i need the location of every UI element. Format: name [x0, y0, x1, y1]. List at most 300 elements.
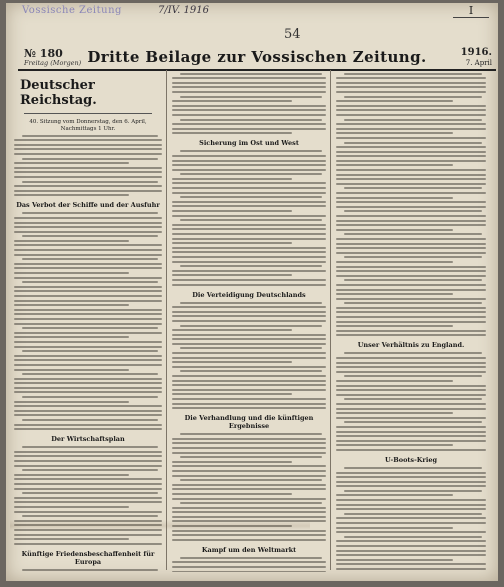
text-line — [14, 332, 162, 334]
text-line — [14, 451, 162, 453]
text-line — [172, 192, 326, 194]
edition-label: Freitag (Morgen) — [24, 59, 82, 67]
body-text — [14, 569, 162, 572]
text-line — [172, 228, 326, 230]
text-line — [172, 320, 326, 322]
text-line — [14, 222, 162, 224]
text-line — [172, 128, 326, 130]
text-line — [172, 100, 292, 102]
text-line — [14, 185, 162, 187]
text-line — [172, 187, 326, 189]
text-line — [14, 194, 129, 196]
text-line — [336, 499, 486, 501]
text-line — [172, 361, 292, 363]
text-line — [14, 217, 162, 219]
text-line — [172, 311, 326, 313]
text-line — [14, 506, 129, 508]
text-line — [172, 155, 326, 157]
text-line — [180, 557, 322, 559]
text-line — [22, 419, 158, 421]
text-line — [14, 254, 162, 256]
page-title: Dritte Beilage zur Vossischen Zeitung. — [87, 48, 427, 66]
text-line — [172, 279, 326, 281]
text-line — [336, 146, 486, 148]
text-line — [336, 201, 486, 203]
text-line — [172, 256, 326, 258]
text-line — [14, 405, 162, 407]
text-line — [14, 382, 162, 384]
text-line — [336, 472, 486, 474]
text-line — [172, 82, 326, 84]
text-line — [336, 247, 486, 249]
text-line — [172, 109, 326, 111]
section-heading: Sicherung im Ost und West — [199, 139, 299, 148]
text-line — [336, 266, 486, 268]
text-line — [336, 293, 453, 295]
text-line — [14, 488, 162, 490]
text-line — [336, 252, 486, 254]
text-line — [14, 286, 162, 288]
text-line — [336, 169, 486, 171]
text-line — [172, 442, 326, 444]
text-line — [336, 243, 486, 245]
text-line — [336, 132, 453, 134]
text-line — [172, 210, 292, 212]
text-line — [180, 173, 322, 175]
text-line — [172, 201, 326, 203]
text-line — [336, 334, 486, 336]
text-line — [14, 511, 162, 513]
text-line — [14, 364, 162, 366]
text-line — [336, 554, 486, 556]
text-line — [180, 96, 322, 98]
text-line — [344, 467, 482, 469]
text-line — [14, 139, 162, 141]
text-line — [14, 410, 162, 412]
text-line — [172, 205, 326, 207]
text-line — [172, 398, 326, 400]
text-line — [14, 323, 162, 325]
text-line — [344, 233, 482, 235]
text-line — [14, 460, 162, 462]
text-line — [336, 270, 486, 272]
text-line — [180, 265, 322, 267]
text-line — [14, 478, 162, 480]
text-line — [344, 421, 482, 423]
text-line — [336, 128, 486, 130]
text-line — [336, 100, 453, 102]
text-line — [14, 148, 162, 150]
text-line — [22, 350, 158, 352]
text-line — [14, 190, 162, 192]
text-line — [336, 137, 486, 139]
text-line — [14, 272, 129, 274]
text-line — [336, 389, 486, 391]
text-line — [336, 540, 486, 542]
text-line — [172, 470, 326, 472]
text-line — [14, 267, 162, 269]
text-line — [180, 196, 322, 198]
text-line — [336, 563, 486, 565]
text-line — [14, 153, 162, 155]
text-line — [172, 164, 326, 166]
text-line — [180, 150, 322, 152]
text-line — [336, 481, 486, 483]
text-line — [14, 318, 162, 320]
text-line — [14, 359, 162, 361]
text-line — [22, 446, 158, 448]
text-line — [336, 440, 486, 442]
text-line — [180, 502, 322, 504]
text-line — [172, 465, 326, 467]
text-line — [22, 212, 158, 214]
text-line — [172, 534, 326, 536]
text-line — [344, 536, 482, 538]
body-text — [172, 557, 326, 572]
text-line — [14, 474, 129, 476]
text-line — [172, 114, 326, 116]
text-line — [14, 534, 162, 536]
text-line — [172, 182, 326, 184]
text-line — [336, 275, 486, 277]
text-line — [336, 485, 486, 487]
text-line — [14, 501, 162, 503]
text-line — [336, 412, 453, 414]
text-line — [172, 160, 326, 162]
text-line — [180, 347, 322, 349]
handwritten-date: 7/IV. 1916 — [158, 5, 209, 16]
text-line — [336, 174, 486, 176]
text-line — [22, 569, 158, 571]
text-line — [336, 224, 486, 226]
text-line — [14, 295, 162, 297]
text-line — [172, 86, 326, 88]
body-text — [14, 135, 162, 197]
text-line — [336, 229, 453, 231]
text-line — [172, 484, 326, 486]
text-line — [336, 522, 486, 524]
text-line — [14, 543, 162, 545]
text-line — [180, 433, 322, 435]
text-line — [14, 162, 129, 164]
text-line — [336, 394, 486, 396]
section-heading: Der Wirtschaftsplan — [51, 435, 125, 444]
section-heading: Künftige Friedensbeschaffenheit für Europa — [21, 549, 155, 566]
text-line — [14, 304, 129, 306]
text-line — [336, 238, 486, 240]
text-line — [172, 447, 326, 449]
section-heading: Die Verhandlung und die künftigen Ergebnisse — [184, 414, 314, 431]
text-line — [172, 306, 326, 308]
text-line — [172, 566, 326, 568]
text-line — [336, 311, 486, 313]
text-line — [344, 210, 482, 212]
text-line — [14, 231, 162, 233]
body-text — [336, 352, 486, 450]
text-line — [22, 373, 158, 375]
text-line — [172, 375, 326, 377]
text-line — [14, 369, 129, 371]
divider — [24, 113, 152, 114]
masthead — [18, 47, 496, 71]
text-line — [14, 341, 162, 343]
text-line — [22, 492, 158, 494]
section-heading: Unser Verhältnis zu England. — [357, 341, 465, 350]
text-line — [336, 357, 486, 359]
text-line — [14, 290, 162, 292]
text-line — [172, 384, 326, 386]
column-3 — [336, 70, 486, 572]
text-line — [336, 192, 486, 194]
text-line — [172, 452, 326, 454]
text-line — [14, 401, 129, 403]
text-line — [22, 327, 158, 329]
text-line — [14, 483, 162, 485]
text-line — [336, 220, 486, 222]
text-line — [14, 171, 162, 173]
text-line — [336, 517, 486, 519]
text-line — [172, 357, 326, 359]
text-line — [336, 321, 486, 323]
text-line — [14, 240, 129, 242]
text-line — [344, 119, 482, 121]
column-rule — [330, 70, 331, 570]
text-line — [172, 403, 326, 405]
text-line — [336, 362, 486, 364]
text-line — [172, 233, 326, 235]
section-heading: Das Verbot der Schiffe und der Ausfuhr — [16, 201, 160, 210]
text-line — [336, 183, 486, 185]
text-line — [180, 325, 322, 327]
text-line — [336, 82, 486, 84]
text-line — [344, 302, 482, 304]
text-line — [22, 396, 158, 398]
text-line — [336, 531, 486, 533]
text-line — [172, 315, 326, 317]
text-line — [172, 123, 326, 125]
text-line — [172, 516, 326, 518]
text-line — [22, 469, 158, 471]
text-line — [336, 114, 486, 116]
text-line — [336, 109, 486, 111]
text-line — [336, 559, 453, 561]
text-line — [172, 488, 326, 490]
text-line — [336, 215, 486, 217]
text-line — [22, 181, 158, 183]
text-line — [14, 414, 162, 416]
text-line — [172, 242, 292, 244]
text-line — [336, 508, 486, 510]
issue-number: № 180 — [24, 47, 63, 60]
text-line — [336, 476, 486, 478]
text-line — [14, 176, 162, 178]
text-line — [336, 494, 453, 496]
text-line — [336, 545, 486, 547]
text-line — [22, 135, 158, 137]
text-line — [172, 261, 326, 263]
text-line — [344, 398, 482, 400]
text-line — [14, 378, 162, 380]
text-line — [172, 493, 292, 495]
text-line — [14, 300, 162, 302]
text-line — [14, 497, 162, 499]
body-text — [172, 73, 326, 135]
text-line — [14, 355, 162, 357]
text-line — [14, 391, 162, 393]
body-text — [336, 467, 486, 572]
text-line — [336, 431, 486, 433]
text-line — [336, 426, 486, 428]
text-line — [14, 244, 162, 246]
text-line — [172, 215, 326, 217]
column-2 — [172, 70, 326, 572]
text-line — [172, 389, 326, 391]
text-line — [336, 527, 453, 529]
text-line — [172, 334, 326, 336]
text-line — [344, 279, 482, 281]
text-line — [344, 352, 482, 354]
text-line — [14, 424, 162, 426]
text-line — [336, 123, 486, 125]
text-line — [336, 160, 486, 162]
text-line — [344, 187, 482, 189]
section-heading: U-Boots-Krieg — [385, 455, 437, 464]
column-1 — [14, 70, 162, 572]
text-line — [336, 550, 486, 552]
text-line — [172, 91, 326, 93]
text-line — [344, 256, 482, 258]
text-line — [180, 479, 322, 481]
archive-stamp: Vossische Zeitung — [22, 5, 122, 16]
text-line — [172, 539, 326, 541]
text-line — [336, 307, 486, 309]
text-line — [336, 366, 486, 368]
text-line — [172, 247, 326, 249]
text-line — [172, 338, 326, 340]
text-line — [336, 91, 486, 93]
text-line — [180, 73, 322, 75]
article-headline: Deutscher Reichstag. — [20, 78, 97, 108]
text-line — [172, 511, 326, 513]
text-line — [172, 224, 326, 226]
text-line — [14, 538, 129, 540]
roman-numeral: I — [453, 4, 489, 18]
text-line — [336, 380, 453, 382]
text-line — [172, 561, 326, 563]
issue-date: 7. April — [465, 59, 492, 67]
text-line — [14, 428, 162, 430]
text-line — [172, 507, 326, 509]
text-line — [22, 515, 158, 517]
text-line — [336, 403, 486, 405]
text-line — [344, 375, 482, 377]
body-text — [172, 150, 326, 285]
text-line — [172, 251, 326, 253]
text-line — [172, 284, 326, 286]
text-line — [336, 151, 486, 153]
body-text — [336, 73, 486, 337]
text-line — [336, 284, 486, 286]
text-line — [180, 302, 322, 304]
section-heading: Die Verteidigung Deutschlands — [192, 290, 306, 299]
text-line — [22, 281, 158, 283]
text-line — [172, 461, 292, 463]
body-text — [14, 212, 162, 430]
text-line — [344, 490, 482, 492]
text-line — [22, 258, 158, 260]
text-line — [172, 498, 326, 500]
text-line — [172, 169, 326, 171]
text-line — [172, 77, 326, 79]
text-line — [14, 277, 162, 279]
body-text — [172, 302, 326, 410]
text-line — [336, 155, 486, 157]
session-subhead: 40. Sitzung vom Donnerstag, den 6. April, — [29, 119, 147, 125]
text-line — [14, 226, 162, 228]
text-line — [172, 238, 326, 240]
text-line — [336, 504, 486, 506]
text-line — [14, 249, 162, 251]
text-line — [344, 142, 482, 144]
text-line — [172, 105, 326, 107]
text-line — [172, 274, 292, 276]
text-line — [172, 366, 326, 368]
text-line — [336, 435, 486, 437]
text-line — [172, 343, 326, 345]
text-line — [180, 219, 322, 221]
text-line — [344, 73, 482, 75]
paper-fold-shadow — [10, 520, 310, 530]
text-line — [172, 178, 292, 180]
text-line — [336, 408, 486, 410]
text-line — [14, 309, 162, 311]
text-line — [172, 393, 292, 395]
text-line — [14, 313, 162, 315]
text-line — [336, 178, 486, 180]
page-number: 54 — [284, 27, 301, 42]
text-line — [172, 329, 292, 331]
text-line — [336, 261, 453, 263]
text-line — [14, 387, 162, 389]
text-line — [336, 568, 486, 570]
column-rule — [166, 70, 167, 570]
issue-year: 1916. — [460, 47, 492, 58]
text-line — [344, 96, 482, 98]
text-line — [172, 438, 326, 440]
text-line — [336, 444, 453, 446]
text-line — [14, 336, 129, 338]
session-time: Nachmittags 1 Uhr. — [60, 126, 116, 132]
text-line — [180, 456, 322, 458]
text-line — [336, 197, 453, 199]
text-line — [180, 370, 322, 372]
text-line — [14, 465, 162, 467]
text-line — [172, 407, 326, 409]
text-line — [344, 513, 482, 515]
text-line — [172, 270, 326, 272]
text-line — [336, 289, 486, 291]
text-line — [172, 132, 292, 134]
text-line — [172, 571, 326, 572]
text-line — [336, 206, 486, 208]
text-line — [172, 380, 326, 382]
text-line — [336, 371, 486, 373]
text-line — [336, 316, 486, 318]
text-line — [336, 449, 486, 451]
text-line — [14, 455, 162, 457]
text-line — [336, 417, 486, 419]
section-heading: Kampf um den Weltmarkt — [201, 545, 297, 554]
